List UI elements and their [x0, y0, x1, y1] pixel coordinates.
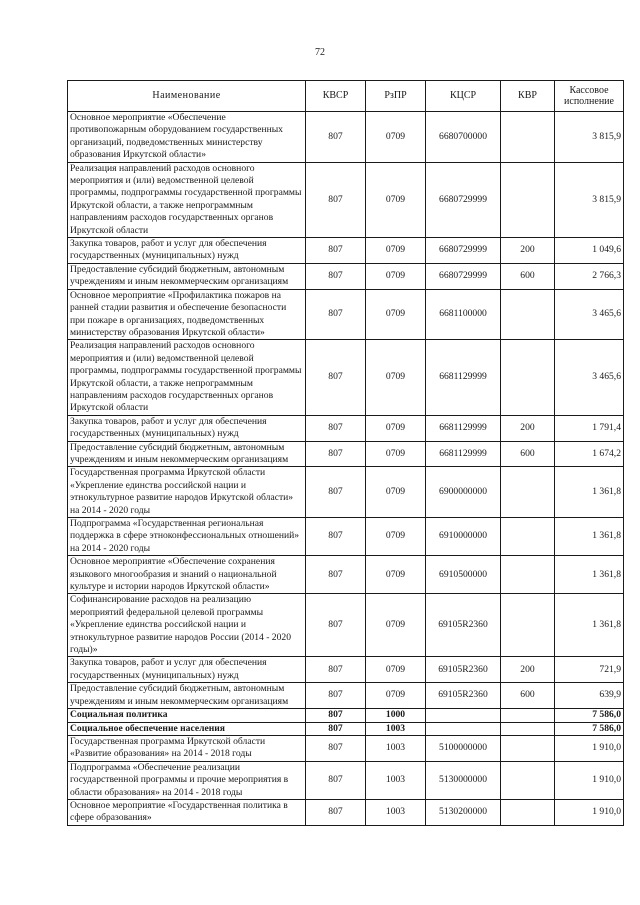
row-name-cell: Государственная программа Иркутской области «Развитие образования» на 2014 - 2018 годы [68, 735, 306, 761]
row-rzpr-cell: 0709 [366, 238, 426, 264]
table-row [68, 761, 624, 799]
table-row [68, 112, 624, 163]
table-row [68, 441, 624, 467]
row-kvsr-cell: 807 [306, 735, 366, 761]
table-row [68, 709, 624, 722]
row-kvsr-cell: 807 [306, 518, 366, 556]
row-amount-cell: 1 049,6 [555, 238, 624, 264]
row-kvsr-cell: 807 [306, 683, 366, 709]
row-kcsr-cell: 5130000000 [426, 761, 501, 799]
row-name-cell: Предоставление субсидий бюджетным, автономным учреждениям и иным некоммерческим организациям [68, 441, 306, 467]
row-kvr-cell: 600 [501, 263, 555, 289]
row-kvr-cell: 600 [501, 441, 555, 467]
row-amount-cell: 3 465,6 [555, 340, 624, 415]
row-rzpr-cell: 0709 [366, 415, 426, 441]
row-amount-cell: 1 791,4 [555, 415, 624, 441]
row-amount-cell: 721,9 [555, 657, 624, 683]
table-row [68, 263, 624, 289]
row-name-cell: Государственная программа Иркутской области «Укрепление единства российской нации и этнокультурное развитие народов Иркутской области» на 2014 - 2020 годы [68, 467, 306, 518]
row-kcsr-cell: 6910500000 [426, 556, 501, 594]
row-kvr-cell: 600 [501, 683, 555, 709]
column-header-kvsr: КВСР [306, 81, 366, 112]
row-rzpr-cell: 0709 [366, 112, 426, 163]
row-name-cell: Основное мероприятие «Государственная политика в сфере образования» [68, 799, 306, 825]
budget-execution-table [67, 80, 624, 826]
table-row [68, 518, 624, 556]
row-kvr-cell [501, 340, 555, 415]
row-kcsr-cell: 6681129999 [426, 415, 501, 441]
row-rzpr-cell: 0709 [366, 594, 426, 657]
row-kcsr-cell: 6910000000 [426, 518, 501, 556]
row-kvr-cell [501, 799, 555, 825]
row-kvsr-cell: 807 [306, 441, 366, 467]
row-kvsr-cell: 807 [306, 657, 366, 683]
row-name-cell: Подпрограмма «Государственная региональная поддержка в сфере этноконфессиональных отношений» на 2014 - 2020 годы [68, 518, 306, 556]
row-amount-cell: 2 766,3 [555, 263, 624, 289]
row-rzpr-cell: 0709 [366, 263, 426, 289]
row-kvsr-cell: 807 [306, 263, 366, 289]
column-header-amount: Кассовое исполнение [555, 81, 624, 112]
row-amount-cell: 1 910,0 [555, 799, 624, 825]
row-kvsr-cell: 807 [306, 799, 366, 825]
row-kvr-cell [501, 735, 555, 761]
row-kvsr-cell: 807 [306, 467, 366, 518]
row-kvsr-cell: 807 [306, 415, 366, 441]
row-amount-cell: 7 586,0 [555, 709, 624, 722]
row-kvr-cell [501, 162, 555, 237]
row-amount-cell: 1 361,8 [555, 467, 624, 518]
row-name-cell: Закупка товаров, работ и услуг для обеспечения государственных (муниципальных) нужд [68, 657, 306, 683]
row-name-cell: Закупка товаров, работ и услуг для обеспечения государственных (муниципальных) нужд [68, 238, 306, 264]
page-number: 72 [315, 47, 325, 58]
row-rzpr-cell: 0709 [366, 657, 426, 683]
row-kvsr-cell: 807 [306, 340, 366, 415]
row-rzpr-cell: 1003 [366, 799, 426, 825]
row-amount-cell: 1 361,8 [555, 556, 624, 594]
row-kvsr-cell: 807 [306, 238, 366, 264]
table-row [68, 238, 624, 264]
row-kvr-cell [501, 722, 555, 735]
table-row [68, 735, 624, 761]
row-kvsr-cell: 807 [306, 289, 366, 340]
row-kvsr-cell: 807 [306, 761, 366, 799]
row-name-cell: Предоставление субсидий бюджетным, автономным учреждениям и иным некоммерческим организациям [68, 683, 306, 709]
row-kcsr-cell: 6680729999 [426, 263, 501, 289]
row-amount-cell: 7 586,0 [555, 722, 624, 735]
row-kcsr-cell [426, 722, 501, 735]
row-amount-cell: 1 361,8 [555, 518, 624, 556]
row-rzpr-cell: 0709 [366, 441, 426, 467]
column-header-name: Наименование [68, 81, 306, 112]
row-kcsr-cell: 6681129999 [426, 441, 501, 467]
row-amount-cell: 1 910,0 [555, 735, 624, 761]
row-kvr-cell: 200 [501, 657, 555, 683]
table-row [68, 722, 624, 735]
table-header-row [68, 81, 624, 112]
row-kvr-cell [501, 518, 555, 556]
table-row [68, 289, 624, 340]
row-kvsr-cell: 807 [306, 709, 366, 722]
row-kvr-cell: 200 [501, 238, 555, 264]
row-kcsr-cell: 6680729999 [426, 238, 501, 264]
row-kcsr-cell: 6680700000 [426, 112, 501, 163]
row-kvsr-cell: 807 [306, 162, 366, 237]
table-row [68, 467, 624, 518]
table-body [68, 112, 624, 826]
row-kcsr-cell: 69105R2360 [426, 594, 501, 657]
row-name-cell: Предоставление субсидий бюджетным, автономным учреждениям и иным некоммерческим организациям [68, 263, 306, 289]
table-row [68, 162, 624, 237]
row-name-cell: Социальное обеспечение населения [68, 722, 306, 735]
table-row [68, 556, 624, 594]
row-rzpr-cell: 0709 [366, 467, 426, 518]
row-kvr-cell [501, 556, 555, 594]
row-kvr-cell [501, 761, 555, 799]
row-kcsr-cell [426, 709, 501, 722]
table-row [68, 683, 624, 709]
row-name-cell: Основное мероприятие «Обеспечение противопожарным оборудованием государственных организаций, подведомственных министерству образования Иркутской области» [68, 112, 306, 163]
table-row [68, 657, 624, 683]
row-name-cell: Реализация направлений расходов основного мероприятия и (или) ведомственной целевой программы, подпрограммы государственной программы Иркутской области, а также непрограммным направлениям расходов государственных органов Иркутской области [68, 340, 306, 415]
row-rzpr-cell: 0709 [366, 289, 426, 340]
column-header-kvr: КВР [501, 81, 555, 112]
row-kvr-cell [501, 709, 555, 722]
row-kcsr-cell: 6680729999 [426, 162, 501, 237]
row-kvr-cell [501, 289, 555, 340]
row-kcsr-cell: 5100000000 [426, 735, 501, 761]
row-kvsr-cell: 807 [306, 594, 366, 657]
row-name-cell: Социальная политика [68, 709, 306, 722]
row-amount-cell: 3 465,6 [555, 289, 624, 340]
row-kcsr-cell: 6681100000 [426, 289, 501, 340]
row-kcsr-cell: 6900000000 [426, 467, 501, 518]
row-kcsr-cell: 69105R2360 [426, 657, 501, 683]
row-kvsr-cell: 807 [306, 722, 366, 735]
row-amount-cell: 1 361,8 [555, 594, 624, 657]
row-rzpr-cell: 0709 [366, 162, 426, 237]
row-name-cell: Реализация направлений расходов основного мероприятия и (или) ведомственной целевой программы, подпрограммы государственной программы Иркутской области, а также непрограммным направлениям расходов государственных органов Иркутской области [68, 162, 306, 237]
row-amount-cell: 1 910,0 [555, 761, 624, 799]
row-amount-cell: 639,9 [555, 683, 624, 709]
row-kcsr-cell: 69105R2360 [426, 683, 501, 709]
row-name-cell: Основное мероприятие «Обеспечение сохранения языкового многообразия и знаний о национальной культуре и истории народов Иркутской области» [68, 556, 306, 594]
column-header-rzpr: РзПР [366, 81, 426, 112]
table-row [68, 415, 624, 441]
row-kvsr-cell: 807 [306, 556, 366, 594]
row-rzpr-cell: 1003 [366, 761, 426, 799]
row-rzpr-cell: 1003 [366, 735, 426, 761]
row-amount-cell: 3 815,9 [555, 112, 624, 163]
row-kvsr-cell: 807 [306, 112, 366, 163]
row-name-cell: Закупка товаров, работ и услуг для обеспечения государственных (муниципальных) нужд [68, 415, 306, 441]
table-row [68, 594, 624, 657]
row-rzpr-cell: 1000 [366, 709, 426, 722]
row-rzpr-cell: 0709 [366, 518, 426, 556]
row-kvr-cell [501, 594, 555, 657]
row-kcsr-cell: 6681129999 [426, 340, 501, 415]
row-rzpr-cell: 1003 [366, 722, 426, 735]
row-name-cell: Основное мероприятие «Профилактика пожаров на ранней стадии развития и обеспечение безопасности при пожаре в организациях, подведомственных министерству образования Иркутской области» [68, 289, 306, 340]
row-amount-cell: 3 815,9 [555, 162, 624, 237]
row-kvr-cell [501, 112, 555, 163]
row-kcsr-cell: 5130200000 [426, 799, 501, 825]
row-rzpr-cell: 0709 [366, 556, 426, 594]
table-row [68, 799, 624, 825]
row-name-cell: Подпрограмма «Обеспечение реализации государственной программы и прочие мероприятия в области образования» на 2014 - 2018 годы [68, 761, 306, 799]
row-amount-cell: 1 674,2 [555, 441, 624, 467]
row-name-cell: Софинансирование расходов на реализацию мероприятий федеральной целевой программы «Укрепление единства российской нации и этнокультурное развитие народов России (2014 - 2020 годы)» [68, 594, 306, 657]
row-kvr-cell [501, 467, 555, 518]
row-rzpr-cell: 0709 [366, 340, 426, 415]
row-kvr-cell: 200 [501, 415, 555, 441]
table-row [68, 340, 624, 415]
row-rzpr-cell: 0709 [366, 683, 426, 709]
column-header-kcsr: КЦСР [426, 81, 501, 112]
